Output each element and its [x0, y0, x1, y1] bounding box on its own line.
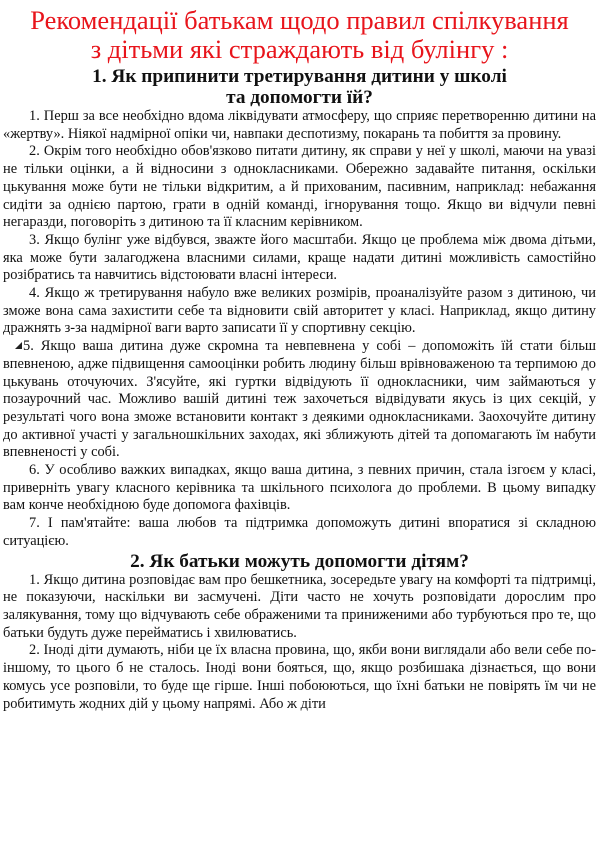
section1-paragraph-1: 1. Перш за все необхідно вдома ліквідувати атмосферу, що сприяє перетворенню дитини на «жертву». Ніякої надмірної опіки чи, навпаки деспотизму, покарань та побиття за провину.: [3, 108, 596, 142]
section2-paragraph-1: 1. Якщо дитина розповідає вам про бешкетника, зосередьте увагу на комфорті та підтримці, не показуючи, наскільки ви засмучені. Діти часто не хочуть розповідати дорослим про залякування, тому що відчувають себе ображеними та приниженими або турбуються про те, що батьки будуть дуже перейматись і хвилюватись.: [3, 571, 596, 641]
paragraph-marker-icon: [15, 342, 22, 349]
section1-paragraph-6: 6. У особливо важких випадках, якщо ваша дитина, з певних причин, стала ізгоєм у класі, приверніть увагу класного керівника та шкільного психолога до проблеми. В цьому випадку вам конче необхідною буде допомога фахівців.: [3, 462, 596, 514]
section1-heading-line1: 1. Як припинити третирування дитини у школі: [92, 66, 507, 87]
section1-heading-line2: та допомогти їй?: [226, 87, 373, 108]
document-title: [3, 6, 596, 64]
section2-paragraph-2: 2. Іноді діти думають, ніби це їх власна провина, що, якби вони виглядали або вели себе по-іншому, то цього б не сталось. Іноді вони бояться, що, якщо розбишака дізнається, що вони комусь усе розповіли, то буде ще гірше. Інші побоюються, що їхні батьки не повірять їм чи не робитимуть жодних дій у цьому напрямі. Або ж діти: [3, 642, 596, 712]
section1-paragraph-3: 3. Якщо булінг уже відбувся, зважте його масштаби. Якщо це проблема між двома дітьми, яка може бути залагоджена власними силами, краще надати дитині можливість самостійно розібратись та навчитись відстоювати власні інтереси.: [3, 231, 596, 284]
section-stop-bullying: [3, 66, 596, 551]
section1-paragraph-5-text: 5. Якщо ваша дитина дуже скромна та невпевнена у собі – допоможіть їй стати більш впевненою, адже підвищення самооцінки робить людину більш врівноваженою та терпимою до цькувань оточуючих. З'ясуйте, які гуртки відвідують її однокласники, чим займаються у позаурочний час. Можливо вашій дитині теж захочеться відвідувати якусь із цих секцій, у результаті чого вона зможе встановити контакт з деякими однокласниками. Заохочуйте дитину до активної участі у загальношкільних заходах, які зближують дітей та допомагають їм набути впевненості у собі.: [3, 338, 596, 461]
section1-paragraph-4: 4. Якщо ж третирування набуло вже великих розмірів, проаналізуйте разом з дитиною, чи зможе вона сама захистити себе та відновити свій авторитет у класі. Наприклад, якщо дитину дражнять з-за надмірної ваги варто записати її у спортивну секцію.: [3, 285, 596, 337]
section-how-parents-help: [3, 551, 596, 714]
section1-paragraph-2: 2. Окрім того необхідно обов'язково питати дитину, як справи у неї у школі, маючи на увазі не тільки оцінки, а й відносини з однокласниками. Обережно задавайте питання, оскільки цькування може бути не тільки відкритим, а й прихованим, пасивним, наприклад: небажання сидіти за однією партою, грати в одній команді, ігнорування тощо. Якщо ви відчули певні негаразди, поговоріть з дитиною та її класним керівником.: [3, 143, 596, 231]
section1-paragraph-7: 7. І пам'ятайте: ваша любов та підтримка допоможуть дитині впоратися зі складною ситуацією.: [3, 515, 596, 549]
document-title-line2: з дітьми які страждають від булінгу :: [90, 34, 509, 64]
section1-paragraph-5: [3, 338, 596, 462]
section2-heading: 2. Як батьки можуть допомогти дітям?: [130, 550, 469, 572]
document-title-line1: Рекомендації батькам щодо правил спілкування: [30, 5, 569, 35]
section1-heading: [3, 66, 596, 108]
